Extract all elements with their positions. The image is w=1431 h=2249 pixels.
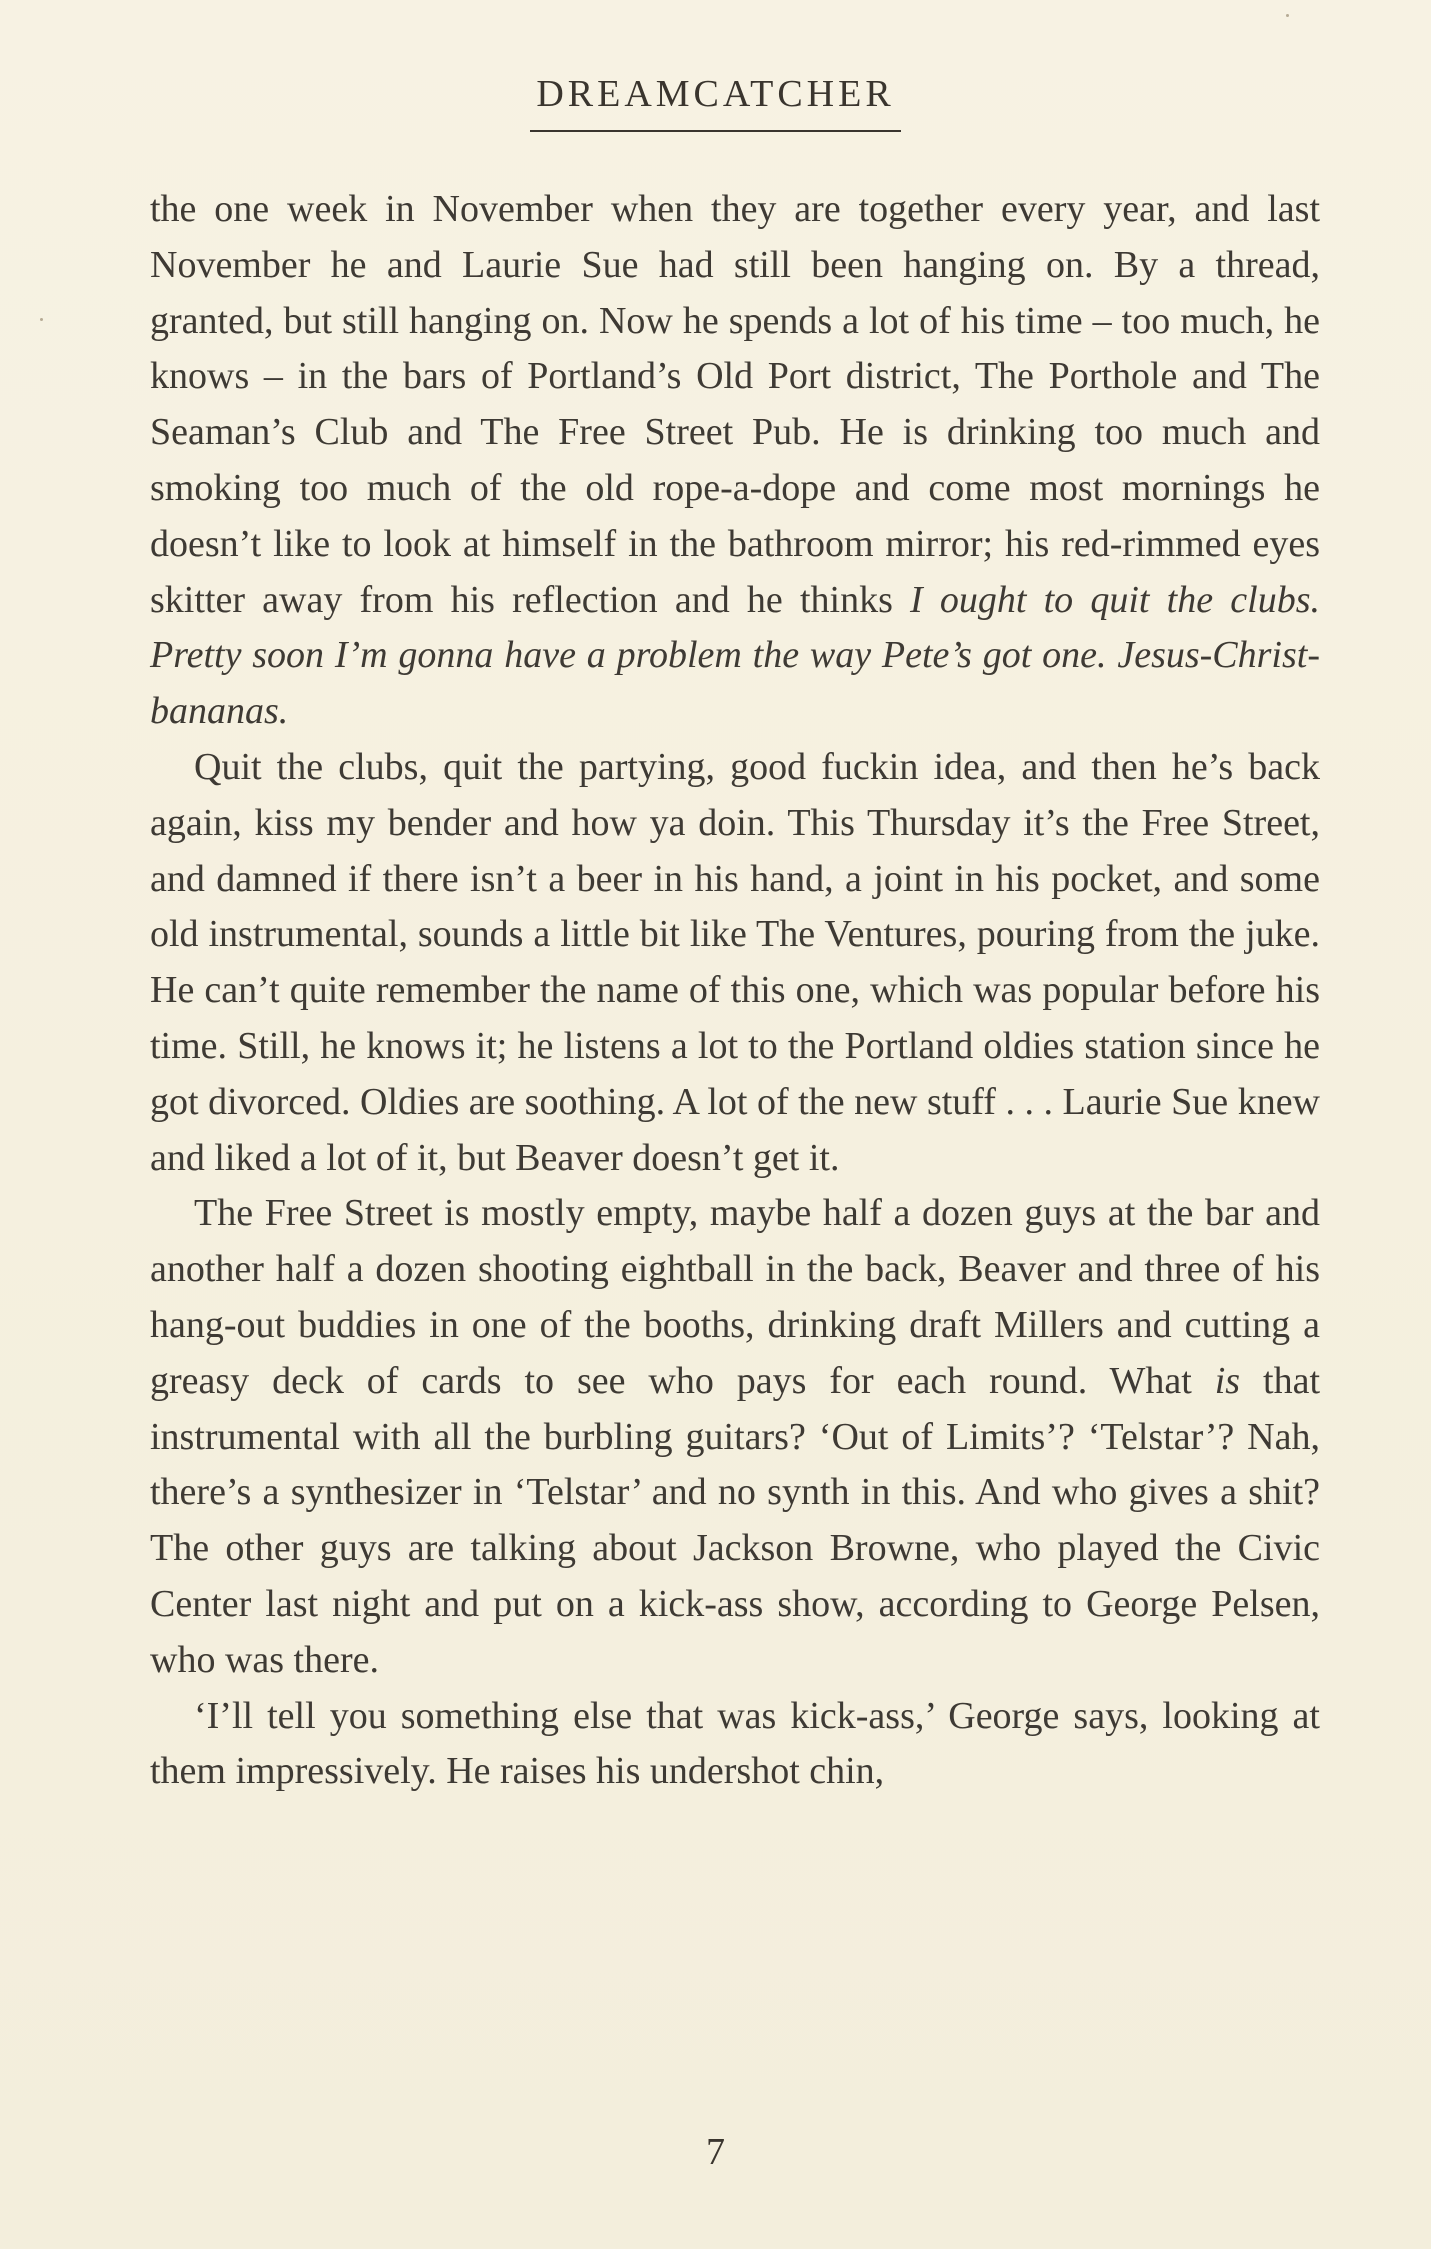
- paper-speck: [1286, 14, 1289, 17]
- paragraph: [150, 1186, 1320, 1688]
- text-segment: that instrumental with all the burbling guitars? ‘Out of Limits’? ‘Telstar’? Nah, there’s a synthesizer in ‘Telstar’ and no synth in this. And who gives a shit? The other guys are talking about Jackson Browne, who played the Civic Center last night and put on a kick-ass show, according to George Pelsen, who was there.: [150, 1359, 1321, 1681]
- page-number: 7: [706, 2131, 725, 2173]
- paragraph: [150, 1689, 1320, 1801]
- body-text: [150, 182, 1320, 1800]
- text-segment: The Free Street is mostly empty, maybe half a dozen guys at the bar and another half a dozen shooting eightball in the back, Beaver and three of his hang-out buddies in one of the booths, drinking draft Millers and cutting a greasy deck of cards to see who pays for each round. What: [150, 1192, 1320, 1402]
- paragraph: [150, 740, 1320, 1186]
- text-segment: Quit the clubs, quit the partying, good fuckin idea, and then he’s back again, kiss my bender and how ya doin. This Thursday it’s the Free Street, and damned if there isn’t a beer in his hand, a joint in his pocket, and some old instrumental, sounds a little bit like The Ventures, pouring from the juke. He can’t quite remember the name of this one, which was popular before his time. Still, he knows it; he listens a lot to the Portland oldies station since he got divorced. Oldies are soothing. A lot of the new stuff . . . Laurie Sue knew and liked a lot of it, but Beaver doesn’t get it.: [150, 745, 1320, 1179]
- italic-text: is: [1214, 1359, 1241, 1402]
- text-segment: ‘I’ll tell you something else that was kick-ass,’ George says, looking at them impressively. He raises his undershot chin,: [150, 1694, 1320, 1793]
- running-head-title: DREAMCATCHER: [530, 72, 900, 132]
- paragraph: [150, 182, 1320, 740]
- italic-text: I ought to quit the clubs. Pretty soon I’m gonna have a problem the way Pete’s got one. Jesus-Christ-bananas.: [150, 578, 1320, 733]
- text-segment: the one week in November when they are together every year, and last November he and Laurie Sue had still been hanging on. By a thread, granted, but still hanging on. Now he spends a lot of his time – too much, he knows – in the bars of Portland’s Old Port district, The Porthole and The Seaman’s Club and The Free Street Pub. He is drinking too much and smoking too much of the old rope-a-dope and come most mornings he doesn’t like to look at himself in the bathroom mirror; his red-rimmed eyes skitter away from his reflection and he thinks: [150, 188, 1320, 621]
- paper-speck: [40, 318, 43, 321]
- running-head: [0, 72, 1431, 132]
